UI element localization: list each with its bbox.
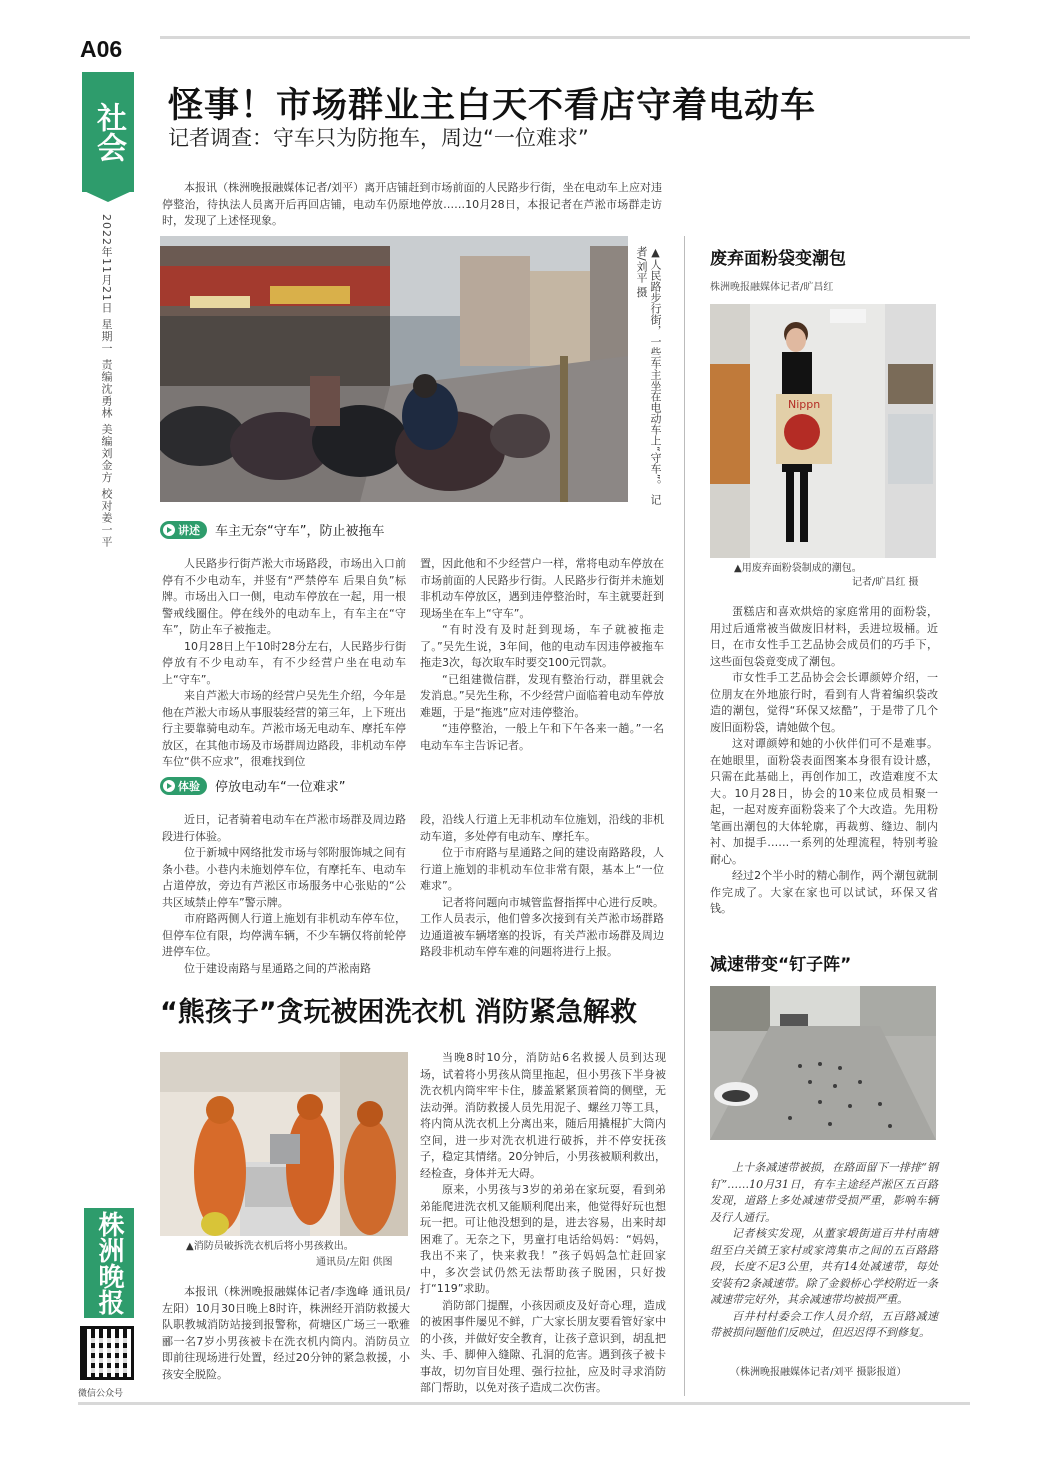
rescue-photo-caption: ▲消防员破拆洗衣机后将小男孩救出。 <box>186 1241 354 1252</box>
paragraph: 市府路两侧人行道上施划有非机动车停车位，但停车位有限，均停满车辆，不少车辆仅将前轮停进停车位。 <box>162 912 406 958</box>
page-number: A06 <box>80 36 123 62</box>
masthead-logo: 株洲晚报 <box>84 1208 134 1318</box>
section-tag: 社会 <box>82 72 134 192</box>
side1-body <box>710 604 938 918</box>
bag-photo <box>710 304 936 558</box>
dateline: 2022年11月21日 星期一 责编沈勇林 美编刘金方 校对姜一平 <box>100 214 113 548</box>
bag-brand-text: Nippn <box>788 398 821 411</box>
second-headline: “熊孩子”贪玩被困洗衣机 消防紧急解救 <box>160 997 637 1028</box>
paragraph: 当晚8时10分，消防站6名救援人员到达现场，试着将小男孩从筒里拖起，但小男孩下半身被洗衣机内筒牢牢卡住，膝盖紧紧顶着筒的侧壁，无法动弹。消防救援人员先用泥子、螺丝刀等工具，将内筒从洗衣机上分离出来，随后用撬棍扩大筒内空间，进一步对洗衣机进行破拆，并不停安抚孩子，稳定其情绪。20分钟后，小男孩被顺利救出，经检查，身体并无大碍。 <box>420 1051 666 1180</box>
street-photo-illustration <box>160 236 628 502</box>
paragraph: 本报讯（株洲晚报融媒体记者/李逸峰 通讯员/左阳）10月30日晚上8时许，株洲经开消防救援大队职教城消防站接到报警称，荷塘区广场三一歌雅郦一名7岁小男孩被卡在洗衣机内筒内。消防员立即前往现场进行处置，经过20分钟的紧急救援，小孩安全脱险。 <box>162 1285 410 1381</box>
section-tag-tail <box>82 190 134 202</box>
section1-tag-label: 讲述 <box>178 523 200 537</box>
main-subhead: 记者调查：守车只为防拖车，周边“一位难求” <box>168 126 589 150</box>
paragraph: 这对谭颜婷和她的小伙伴们可不是难事。在她眼里，面粉袋表面图案本身很有设计感，只需在此基础上，再创作加工，改造难度不太大。10月28日，协会的10来位成员相聚一起，一起对废弃面粉袋来了个大改造。先用粉笔画出潮包的大体轮廓，再裁剪、缝边、制内衬、加提手……一系列的处理流程，特别考验耐心。 <box>710 737 938 866</box>
rescue-photo <box>160 1052 408 1236</box>
column-divider <box>684 236 685 1396</box>
section2-heading <box>160 776 345 795</box>
rescue-photo-illustration <box>160 1052 408 1236</box>
side2-title: 减速带变“钉子阵” <box>710 955 852 975</box>
paragraph: 位于新城中网络批发市场与邻附服饰城之间有条小巷。小巷内未施划停车位，有摩托车、电动车占道停放，旁边有芦淞区市场服务中心张贴的“公共区域禁止停车”警示牌。 <box>162 846 406 909</box>
play-icon <box>163 780 175 792</box>
paragraph: 近日，记者骑着电动车在芦淞市场群及周边路段进行体验。 <box>162 813 406 843</box>
section1-col2 <box>420 556 664 754</box>
bag-photo-caption: ▲用废弃面粉袋制成的潮包。 <box>734 563 862 574</box>
qr-label: 微信公众号 <box>78 1389 124 1399</box>
paragraph: “已组建微信群，发现有整治行动，群里就会发消息。”吴先生称，不少经营户面临着电动车停放难题，于是“拖逃”应对违停整治。 <box>420 672 664 719</box>
side2-body <box>710 1160 938 1342</box>
section2-title: 停放电动车“一位难求” <box>215 780 346 795</box>
section2-col2 <box>420 812 664 961</box>
play-icon <box>163 524 175 536</box>
road-photo-illustration <box>710 986 936 1140</box>
paragraph: 10月28日上午10时28分左右，人民路步行街停放有不少电动车，有不少经营户坐在电动车上“守车”。 <box>162 639 406 686</box>
paragraph: 经过2个半小时的精心制作，两个潮包就制作完成了。大家在家也可以试试，环保又省钱。 <box>710 869 938 915</box>
paragraph: 置，因此他和不少经营户一样，常将电动车停放在市场前面的人民路步行街。人民路步行街并未施划非机动车停放区，遇到违停整治时，车主就要赶到现场坐在车上“守车”。 <box>420 557 664 620</box>
paragraph: 记者将问题向市城管监督指挥中心进行反映。工作人员表示，他们曾多次接到有关芦淞市场群路边通道被车辆堵塞的投诉，有关芦淞市场群及周边路段非机动车停车难的问题将进行上报。 <box>420 895 664 958</box>
bottom-rule <box>78 1402 970 1405</box>
paragraph: 位于建设南路与星通路之间的芦淞南路 <box>184 961 371 975</box>
paragraph: “违停整治，一般上午和下午各来一趟。”一名电动车车主告诉记者。 <box>420 722 664 752</box>
section1-heading <box>160 520 384 539</box>
section1-tag <box>160 521 207 539</box>
paragraph: 来自芦淞大市场的经营户吴先生介绍，今年是他在芦淞大市场从事服装经营的第三年，上下班出行主要靠骑电动车。芦淞市场无电动车、摩托车停放区，在其他市场及市场群周边路段，非机动车停车位“供不应求”，很难找到位 <box>162 689 406 768</box>
rescue-photo-credit: 通讯员/左阳 供图 <box>316 1257 393 1268</box>
paragraph: 消防部门提醒，小孩因顽皮及好奇心理，造成的被困事件屡见不鲜，广大家长朋友要看管好家中的小孩，并做好安全教育，让孩子意识到，胡乱把头、手、脚伸入缝隙、孔洞的危害。遇到孩子被卡事故，切勿盲目处理、强行拉扯，应及时寻求消防部门帮助，以免对孩子造成二次伤害。 <box>420 1298 666 1394</box>
second-col2 <box>420 1050 666 1397</box>
paragraph: 原来，小男孩与3岁的弟弟在家玩耍，看到弟弟能爬进洗衣机又能顺利爬出来，他觉得好玩也想玩一把。可让他没想到的是，进去容易，出来时却困难了。无奈之下，男童打电话给妈妈：“妈妈，我出不来了，快来救我！”孩子妈妈急忙赶回家中，多次尝试仍然无法帮助孩子脱困，只好拨打“119”求助。 <box>420 1183 666 1295</box>
side2-byline: （株洲晚报融媒体记者/刘平 摄影报道） <box>730 1367 907 1378</box>
main-lead: 本报讯（株洲晚报融媒体记者/刘平）离开店铺赶到市场前面的人民路步行街，坐在电动车上应对违停整治，待执法人员离开后再回店铺，电动车仍原地停放……10月28日，本报记者在芦淞市场群走访时，发现了上述怪现象。 <box>162 181 662 227</box>
paragraph: 上十条减速带被损，在路面留下一排排“钢钉”……10月31日，有车主途经芦淞区五百路发现，道路上多处减速带受损严重，影响车辆及行人通行。 <box>710 1161 938 1224</box>
road-photo <box>710 986 936 1140</box>
paragraph: 位于市府路与星通路之间的建设南路路段，人行道上施划的非机动车位非常有限，基本上“一位难求”。 <box>420 846 664 892</box>
paragraph: 记者核实发现，从董家塅街道百井村南塘组至白关镇王家村或家湾集市之间的五百路路段，长度不足3公里，共有14处减速带，每处安装有2条减速带。除了金毅桥心学校附近一条减速带完好外，其余减速带均被损严重。 <box>710 1227 938 1306</box>
main-headline: 怪事！市场群业主白天不看店守着电动车 <box>168 86 817 126</box>
section2-tag <box>160 777 207 795</box>
street-photo <box>160 236 628 502</box>
paragraph: 人民路步行街芦淞大市场路段，市场出入口前停有不少电动车，并竖有“严禁停车 后果自负”标牌。市场出入口一侧，电动车停放在一起，用一根警戒线圈住。停在线外的电动车上，有车主在“守车”，防止车子被拖走。 <box>162 557 406 636</box>
paragraph: 段，沿线人行道上无非机动车位施划，沿线的非机动车道，多处停有电动车、摩托车。 <box>420 813 664 843</box>
paragraph: “有时没有及时赶到现场，车子就被拖走了。”吴先生说，3年间，他的电动车因违停被拖车拖走3次，每次取车时要交100元罚款。 <box>420 623 664 669</box>
section2-col1 <box>162 812 406 977</box>
top-rule <box>160 36 970 39</box>
side1-title: 废弃面粉袋变潮包 <box>710 249 846 269</box>
paragraph: 百井村村委会工作人员介绍，五百路减速带被损问题他们反映过，但迟迟得不到修复。 <box>710 1309 938 1339</box>
side1-byline: 株洲晚报融媒体记者/旷昌红 <box>710 282 834 293</box>
section1-col1 <box>162 556 406 771</box>
paragraph: 市女性手工艺品协会会长谭颜婷介绍，一位朋友在外地旅行时，看到有人背着编织袋改造的潮包，觉得“环保又炫酷”，于是带了几个废旧面粉袋，请她做个包。 <box>710 671 938 734</box>
section1-title: 车主无奈“守车”，防止被拖车 <box>215 524 385 539</box>
bag-photo-illustration <box>710 304 936 558</box>
qr-code[interactable] <box>80 1326 134 1380</box>
paragraph: 蛋糕店和喜欢烘焙的家庭常用的面粉袋，用过后通常被当做废旧材料，丢进垃圾桶。近日，在市女性手工艺品协会成员们的巧手下，这些面包袋竟变成了潮包。 <box>710 605 938 668</box>
second-col1 <box>162 1284 410 1383</box>
bag-photo-credit: 记者/旷昌红 摄 <box>852 577 919 588</box>
street-photo-caption: ▲人民路步行街，一些车主坐在电动车上“守车”。 记者/刘平 摄 <box>635 246 662 505</box>
section2-tag-label: 体验 <box>178 779 200 793</box>
